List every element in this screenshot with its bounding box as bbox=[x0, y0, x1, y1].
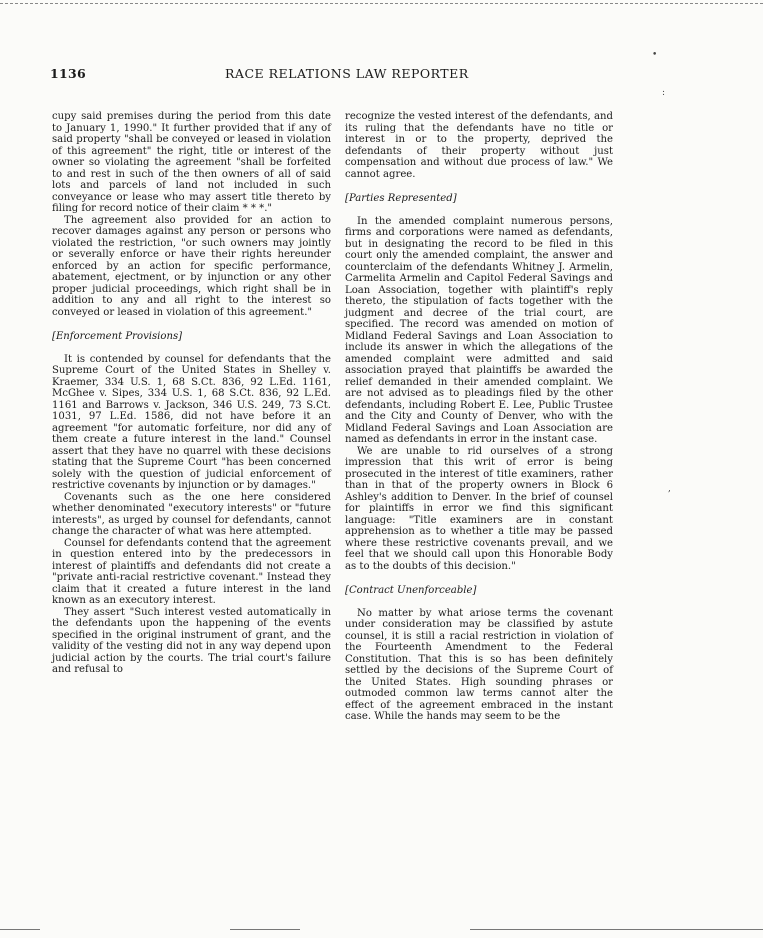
paragraph: It is contended by counsel for defendants that the Supreme Court of the United States in Shelley v. Kraemer, 334 U.S. 1, 68 S.Ct. 836, 92 L.Ed. 1161, McGhee v. Sipes, 334 U.S. 1, 68 S.Ct. 836, 92 L.Ed. 1161 and Barrows v. Jackson, 346 U.S. 249, 73 S.Ct. 1031, 97 L.Ed. 1586, did not have before it an agreement "for automatic forfeiture, nor did any of them create a future interest in the land." Counsel assert that they have no quarrel with these decisions stating that the Supreme Court "has been concerned solely with the question of judicial enforcement of restrictive covenants by injunction or by damages." bbox=[52, 353, 331, 491]
scan-speck: , bbox=[668, 484, 671, 494]
bottom-rule bbox=[470, 929, 763, 930]
page-number: 1136 bbox=[50, 66, 86, 81]
paragraph: The agreement also provided for an action to recover damages against any person or persons who violated the restriction, "or such owners may jointly or severally enforce or have their rights hereunder enforced by an action for specific performance, abatement, ejectment, or by injunction or any other proper judicial proceedings, which right shall be in addition to any and all right to the interest so conveyed or leased in violation of this agreement." bbox=[52, 214, 331, 318]
running-head: RACE RELATIONS LAW REPORTER bbox=[225, 66, 469, 81]
scan-speck: : bbox=[662, 88, 666, 98]
paragraph: Covenants such as the one here considered whether denominated "executory interests" or "future interests", as urged by counsel for defendants, cannot change the character of what was here attempted. bbox=[52, 491, 331, 537]
section-heading: [Contract Unenforceable] bbox=[345, 585, 477, 596]
left-column bbox=[52, 111, 331, 676]
paragraph: recognize the vested interest of the defendants, and its ruling that the defendants have no title or interest in or to the property, deprived the defendants of their property without just compensation and without due process of law." We cannot agree. bbox=[345, 111, 613, 180]
bottom-rule bbox=[230, 929, 300, 930]
top-border bbox=[0, 3, 763, 4]
paragraph: No matter by what ariose terms the covenant under consideration may be classified by astute counsel, it is still a racial restriction in violation of the Fourteenth Amendment to the Federal Constitution. That this is so has been definitely settled by the decisions of the Supreme Court of the United States. High sounding phrases or outmoded common law terms cannot alter the effect of the agreement embraced in the instant case. While the hands may seem to be the bbox=[345, 607, 613, 722]
paragraph: We are unable to rid ourselves of a strong impression that this writ of error is being prosecuted in the interest of title examiners, rather than in that of the property owners in Block 6 Ashley's addition to Denver. In the brief of counsel for plaintiffs in error we find this significant language: "Title examiners are in constant apprehension as to whether a title may be passed where these restrictive covenants prevail, and we feel that we should call upon this Honorable Body as to the doubts of this decision." bbox=[345, 445, 613, 572]
bottom-rule bbox=[0, 929, 40, 930]
paragraph: cupy said premises during the period from this date to January 1, 1990." It further provided that if any of said property "shall be conveyed or leased in violation of this agreement" the right, title or interest of the owner so violating the agreement "shall be forfeited to and rest in such of the then owners of all of said lots and parcels of land not included in such conveyance or lease who may assert title thereto by filing for record notice of their claim * * *." bbox=[52, 111, 331, 214]
section-heading: [Enforcement Provisions] bbox=[52, 331, 183, 342]
paragraph: In the amended complaint numerous persons, firms and corporations were named as defendants, but in designating the record to be filed in this court only the amended complaint, the answer and counterclaim of the defendants Whitney J. Armelin, Carmelita Armelin and Capitol Federal Savings and Loan Association, together with plaintiff's reply thereto, the stipulation of facts together with the judgment and decree of the trial court, are specified. The record was amended on motion of Midland Federal Savings and Loan Association to include its answer in which the allegations of the amended complaint were admitted and said association prayed that plaintiffs be awarded the relief demanded in their amended complaint. We are not advised as to pleadings filed by the other defendants, including Robert E. Lee, Public Trustee and the City and County of Denver, who with the Midland Federal Savings and Loan Association are named as defendants in error in the instant case. bbox=[345, 215, 613, 445]
section-heading: [Parties Represented] bbox=[345, 193, 457, 204]
right-column bbox=[345, 111, 613, 723]
paragraph: Counsel for defendants contend that the agreement in question entered into by the predecessors in interest of plaintiffs and defendants did not create a "private anti-racial restrictive covenant." Instead they claim that it created a future interest in the land known as an executory interest. bbox=[52, 537, 331, 606]
paragraph: They assert "Such interest vested automatically in the defendants upon the happening of the events specified in the original instrument of grant, and the validity of the vesting did not in any way depend upon judicial action by the courts. The trial court's failure and refusal to bbox=[52, 606, 331, 675]
scan-speck: • bbox=[652, 50, 658, 60]
